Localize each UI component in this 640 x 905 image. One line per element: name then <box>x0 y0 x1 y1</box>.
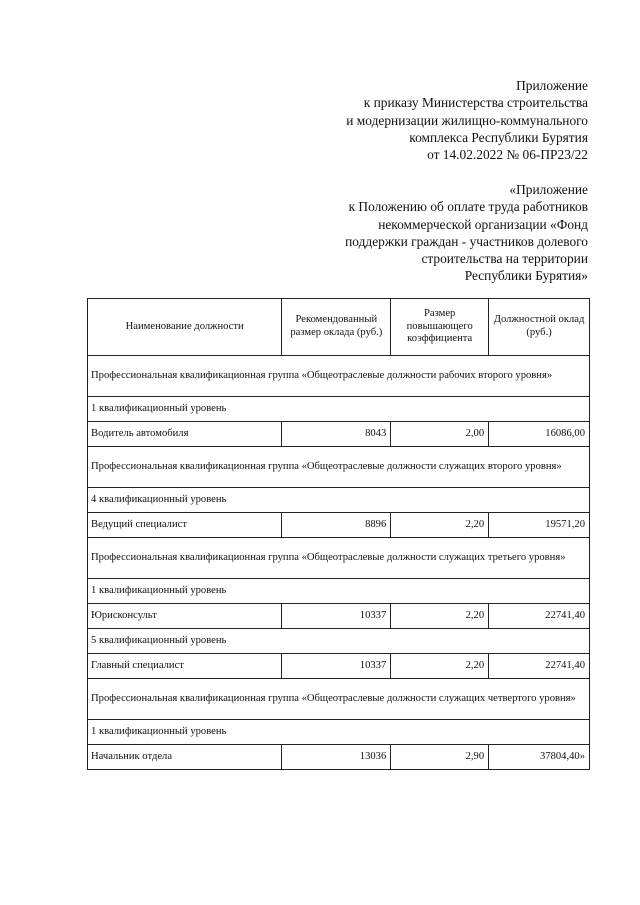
base-salary: 8896 <box>282 513 391 538</box>
header-line: поддержки граждан - участников долевого <box>345 233 588 249</box>
qualification-level: 5 квалификационный уровень <box>88 629 590 654</box>
table-row <box>88 745 590 770</box>
header-line: Приложение <box>516 78 588 93</box>
coefficient: 2,20 <box>391 513 489 538</box>
level-row <box>88 579 590 604</box>
coefficient: 2,00 <box>391 422 489 447</box>
position-name: Ведущий специалист <box>88 513 282 538</box>
level-row <box>88 629 590 654</box>
header-line: строительства на территории <box>421 251 588 267</box>
table-header-row <box>88 299 590 356</box>
group-row <box>88 447 590 488</box>
base-salary: 10337 <box>282 604 391 629</box>
header-line: и модернизации жилищно-коммунального <box>346 112 588 128</box>
col-header-position: Наименование должности <box>88 299 282 356</box>
group-row <box>88 679 590 720</box>
regulation-appendix-header <box>345 181 588 285</box>
level-row <box>88 397 590 422</box>
coefficient: 2,20 <box>391 654 489 679</box>
col-header-base-salary: Рекомендованный размер оклада (руб.) <box>282 299 391 356</box>
table-row <box>88 604 590 629</box>
header-line: к Положению об оплате труда работников <box>348 199 588 215</box>
level-row <box>88 720 590 745</box>
salary: 19571,20 <box>489 513 590 538</box>
col-header-salary: Должностной оклад (руб.) <box>489 299 590 356</box>
group-title: Профессиональная квалификационная группа «Общеотраслевые должности служащих третьего уровня» <box>88 538 590 579</box>
group-title: Профессиональная квалификационная группа «Общеотраслевые должности служащих четвертого уровня» <box>88 679 590 720</box>
salary: 16086,00 <box>489 422 590 447</box>
header-line: «Приложение <box>509 182 588 197</box>
table-row <box>88 513 590 538</box>
base-salary: 13036 <box>282 745 391 770</box>
col-header-coefficient: Размер повышающего коэффициента <box>391 299 489 356</box>
header-line: комплекса Республики Бурятия <box>409 129 588 145</box>
group-row <box>88 538 590 579</box>
header-line: некоммерческой организации «Фонд <box>378 216 588 232</box>
header-line: к приказу Министерства строительства <box>363 95 588 111</box>
group-title: Профессиональная квалификационная группа «Общеотраслевые должности служащих второго уровня» <box>88 447 590 488</box>
position-name: Юрисконсульт <box>88 604 282 629</box>
order-appendix-header <box>346 77 588 163</box>
salary: 37804,40» <box>489 745 590 770</box>
group-row <box>88 356 590 397</box>
salary-table <box>87 298 590 770</box>
header-line: от 14.02.2022 № 06-ПР23/22 <box>427 147 588 163</box>
header-line: Республики Бурятия» <box>464 268 588 284</box>
coefficient: 2,90 <box>391 745 489 770</box>
qualification-level: 1 квалификационный уровень <box>88 397 590 422</box>
qualification-level: 4 квалификационный уровень <box>88 488 590 513</box>
position-name: Начальник отдела <box>88 745 282 770</box>
salary: 22741,40 <box>489 654 590 679</box>
base-salary: 8043 <box>282 422 391 447</box>
table-row <box>88 422 590 447</box>
coefficient: 2,20 <box>391 604 489 629</box>
qualification-level: 1 квалификационный уровень <box>88 720 590 745</box>
qualification-level: 1 квалификационный уровень <box>88 579 590 604</box>
level-row <box>88 488 590 513</box>
base-salary: 10337 <box>282 654 391 679</box>
table-row <box>88 654 590 679</box>
salary: 22741,40 <box>489 604 590 629</box>
position-name: Главный специалист <box>88 654 282 679</box>
group-title: Профессиональная квалификационная группа «Общеотраслевые должности рабочих второго уровня» <box>88 356 590 397</box>
position-name: Водитель автомобиля <box>88 422 282 447</box>
